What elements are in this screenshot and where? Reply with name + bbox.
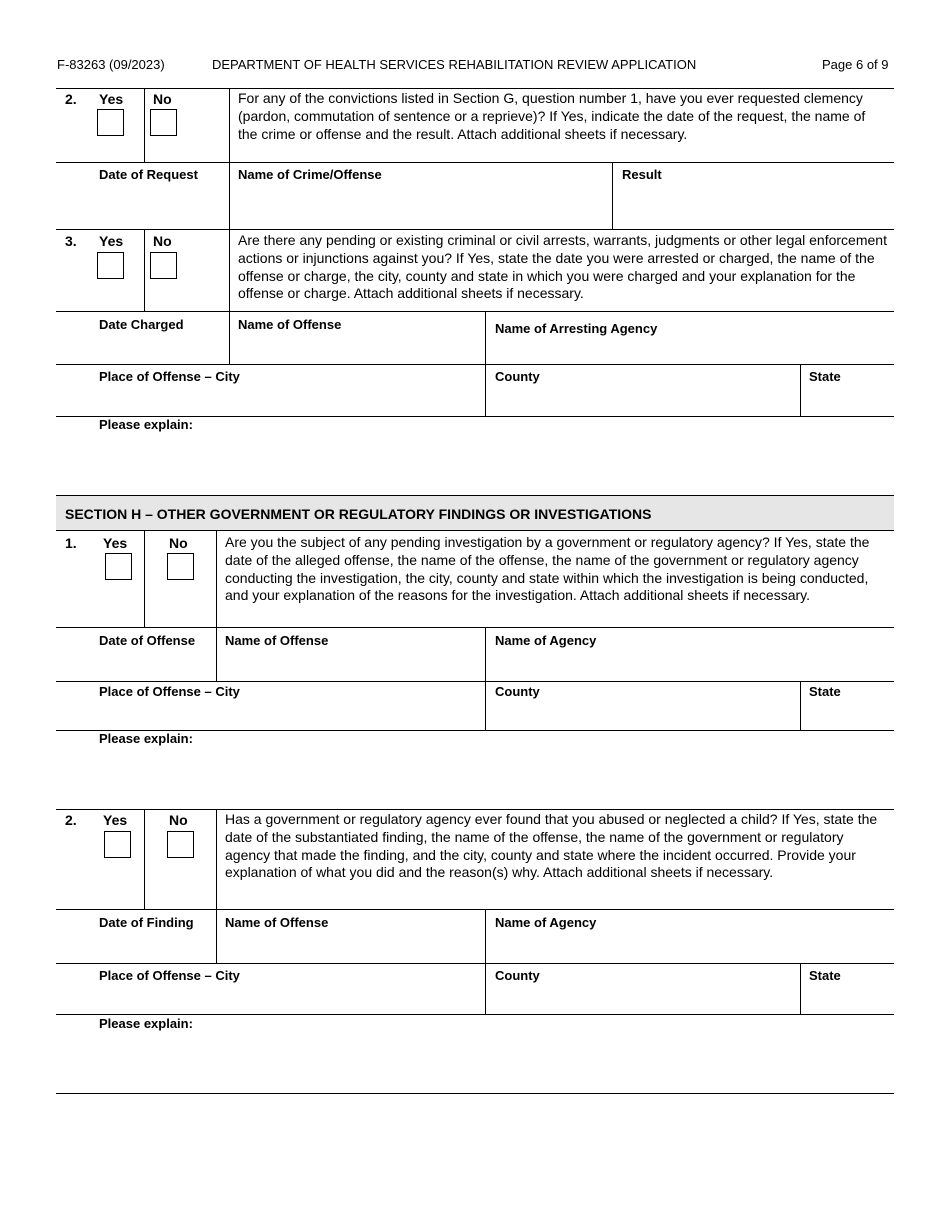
divider bbox=[800, 681, 801, 730]
g2-no-checkbox[interactable] bbox=[150, 109, 177, 136]
question-number: 2. bbox=[65, 812, 77, 828]
divider bbox=[56, 963, 894, 964]
divider bbox=[56, 311, 894, 312]
date-of-offense-label: Date of Offense bbox=[99, 633, 196, 648]
question-number: 1. bbox=[65, 535, 77, 551]
question-text: For any of the convictions listed in Section G, question number 1, have you ever requested clemency (pardon, commutation of sentence or a reprieve)? If Yes, indicate the date of the request, the name of the crime or offense and the result. Attach additional sheets if necessary. bbox=[238, 90, 866, 142]
offense-name-label: Name of Offense bbox=[238, 317, 342, 332]
g2-yes-checkbox[interactable] bbox=[97, 109, 124, 136]
question-text: Are you the subject of any pending investigation by a government or regulatory agency? If Yes, state the date of the alleged offense, the name of the offense, the name of the government or regulatory agency conducting the investigation, the city, county and state within which the investigation is being conducted, and your explanation of the reasons for the investigation. Attach additional sheets if necessary. bbox=[225, 534, 870, 604]
city-label: Place of Offense – City bbox=[99, 968, 240, 983]
h1-yes-checkbox[interactable] bbox=[105, 553, 132, 580]
yes-label: Yes bbox=[99, 233, 124, 249]
date-of-finding-label: Date of Finding bbox=[99, 915, 194, 930]
agency-name-label: Name of Agency bbox=[495, 915, 597, 930]
offense-name-label: Name of Offense bbox=[225, 633, 329, 648]
divider bbox=[56, 809, 894, 810]
divider bbox=[56, 364, 894, 365]
divider bbox=[56, 1014, 894, 1015]
agency-name-label: Name of Agency bbox=[495, 633, 597, 648]
crime-name-label: Name of Crime/Offense bbox=[238, 167, 382, 182]
question-text: Has a government or regulatory agency ever found that you abused or neglected a child? If Yes, state the date of the substantiated finding, the name of the offense, the name of the government or regulatory agency that made the finding, and the city, county and state where the incident occurred. Provide your explanation of what you did and the reason(s) why. Attach additional sheets if necessary. bbox=[225, 811, 878, 881]
question-text: Are there any pending or existing criminal or civil arrests, warrants, judgments or other legal enforcement actions or injunctions against you? If Yes, state the date you were arrested or charged, the name of the offense or charge, the city, county and state in which you were charged and your explanation for the offense or charge. Attach additional sheets if necessary. bbox=[238, 232, 887, 302]
please-explain-label: Please explain: bbox=[99, 1016, 193, 1031]
h1-no-checkbox[interactable] bbox=[167, 553, 194, 580]
offense-name-label: Name of Offense bbox=[225, 915, 329, 930]
date-of-request-label: Date of Request bbox=[99, 167, 198, 182]
page-number: Page 6 of 9 bbox=[822, 57, 889, 72]
county-label: County bbox=[495, 684, 540, 699]
h2-yes-checkbox[interactable] bbox=[104, 831, 131, 858]
please-explain-label: Please explain: bbox=[99, 731, 193, 746]
divider bbox=[485, 909, 486, 1014]
divider bbox=[56, 229, 894, 230]
divider bbox=[144, 809, 145, 909]
no-label: No bbox=[153, 233, 172, 249]
divider bbox=[800, 364, 801, 416]
divider bbox=[56, 627, 894, 628]
county-label: County bbox=[495, 369, 540, 384]
question-number: 2. bbox=[65, 91, 77, 107]
state-label: State bbox=[809, 968, 841, 983]
form-title: DEPARTMENT OF HEALTH SERVICES REHABILITATION REVIEW APPLICATION bbox=[212, 57, 697, 72]
g3-no-checkbox[interactable] bbox=[150, 252, 177, 279]
section-h-header bbox=[56, 495, 894, 531]
divider bbox=[56, 88, 894, 89]
no-label: No bbox=[169, 812, 188, 828]
divider bbox=[56, 1093, 894, 1094]
question-number: 3. bbox=[65, 233, 77, 249]
divider bbox=[229, 229, 230, 364]
section-title: SECTION H – OTHER GOVERNMENT OR REGULATORY FINDINGS OR INVESTIGATIONS bbox=[65, 506, 652, 522]
city-label: Place of Offense – City bbox=[99, 369, 240, 384]
county-label: County bbox=[495, 968, 540, 983]
g3-yes-checkbox[interactable] bbox=[97, 252, 124, 279]
yes-label: Yes bbox=[99, 91, 124, 107]
no-label: No bbox=[153, 91, 172, 107]
divider bbox=[56, 162, 894, 163]
yes-label: Yes bbox=[103, 812, 128, 828]
divider bbox=[144, 531, 145, 627]
no-label: No bbox=[169, 535, 188, 551]
state-label: State bbox=[809, 369, 841, 384]
divider bbox=[56, 681, 894, 682]
divider bbox=[800, 963, 801, 1014]
arresting-agency-label: Name of Arresting Agency bbox=[495, 321, 658, 336]
state-label: State bbox=[809, 684, 841, 699]
result-label: Result bbox=[622, 167, 662, 182]
h2-no-checkbox[interactable] bbox=[167, 831, 194, 858]
divider bbox=[229, 88, 230, 229]
date-charged-label: Date Charged bbox=[99, 317, 184, 332]
yes-label: Yes bbox=[103, 535, 128, 551]
divider bbox=[216, 809, 217, 963]
divider bbox=[144, 88, 145, 162]
divider bbox=[485, 627, 486, 730]
divider bbox=[612, 162, 613, 229]
please-explain-label: Please explain: bbox=[99, 417, 193, 432]
divider bbox=[216, 531, 217, 681]
city-label: Place of Offense – City bbox=[99, 684, 240, 699]
divider bbox=[56, 909, 894, 910]
divider bbox=[144, 229, 145, 311]
form-id: F-83263 (09/2023) bbox=[57, 57, 165, 72]
